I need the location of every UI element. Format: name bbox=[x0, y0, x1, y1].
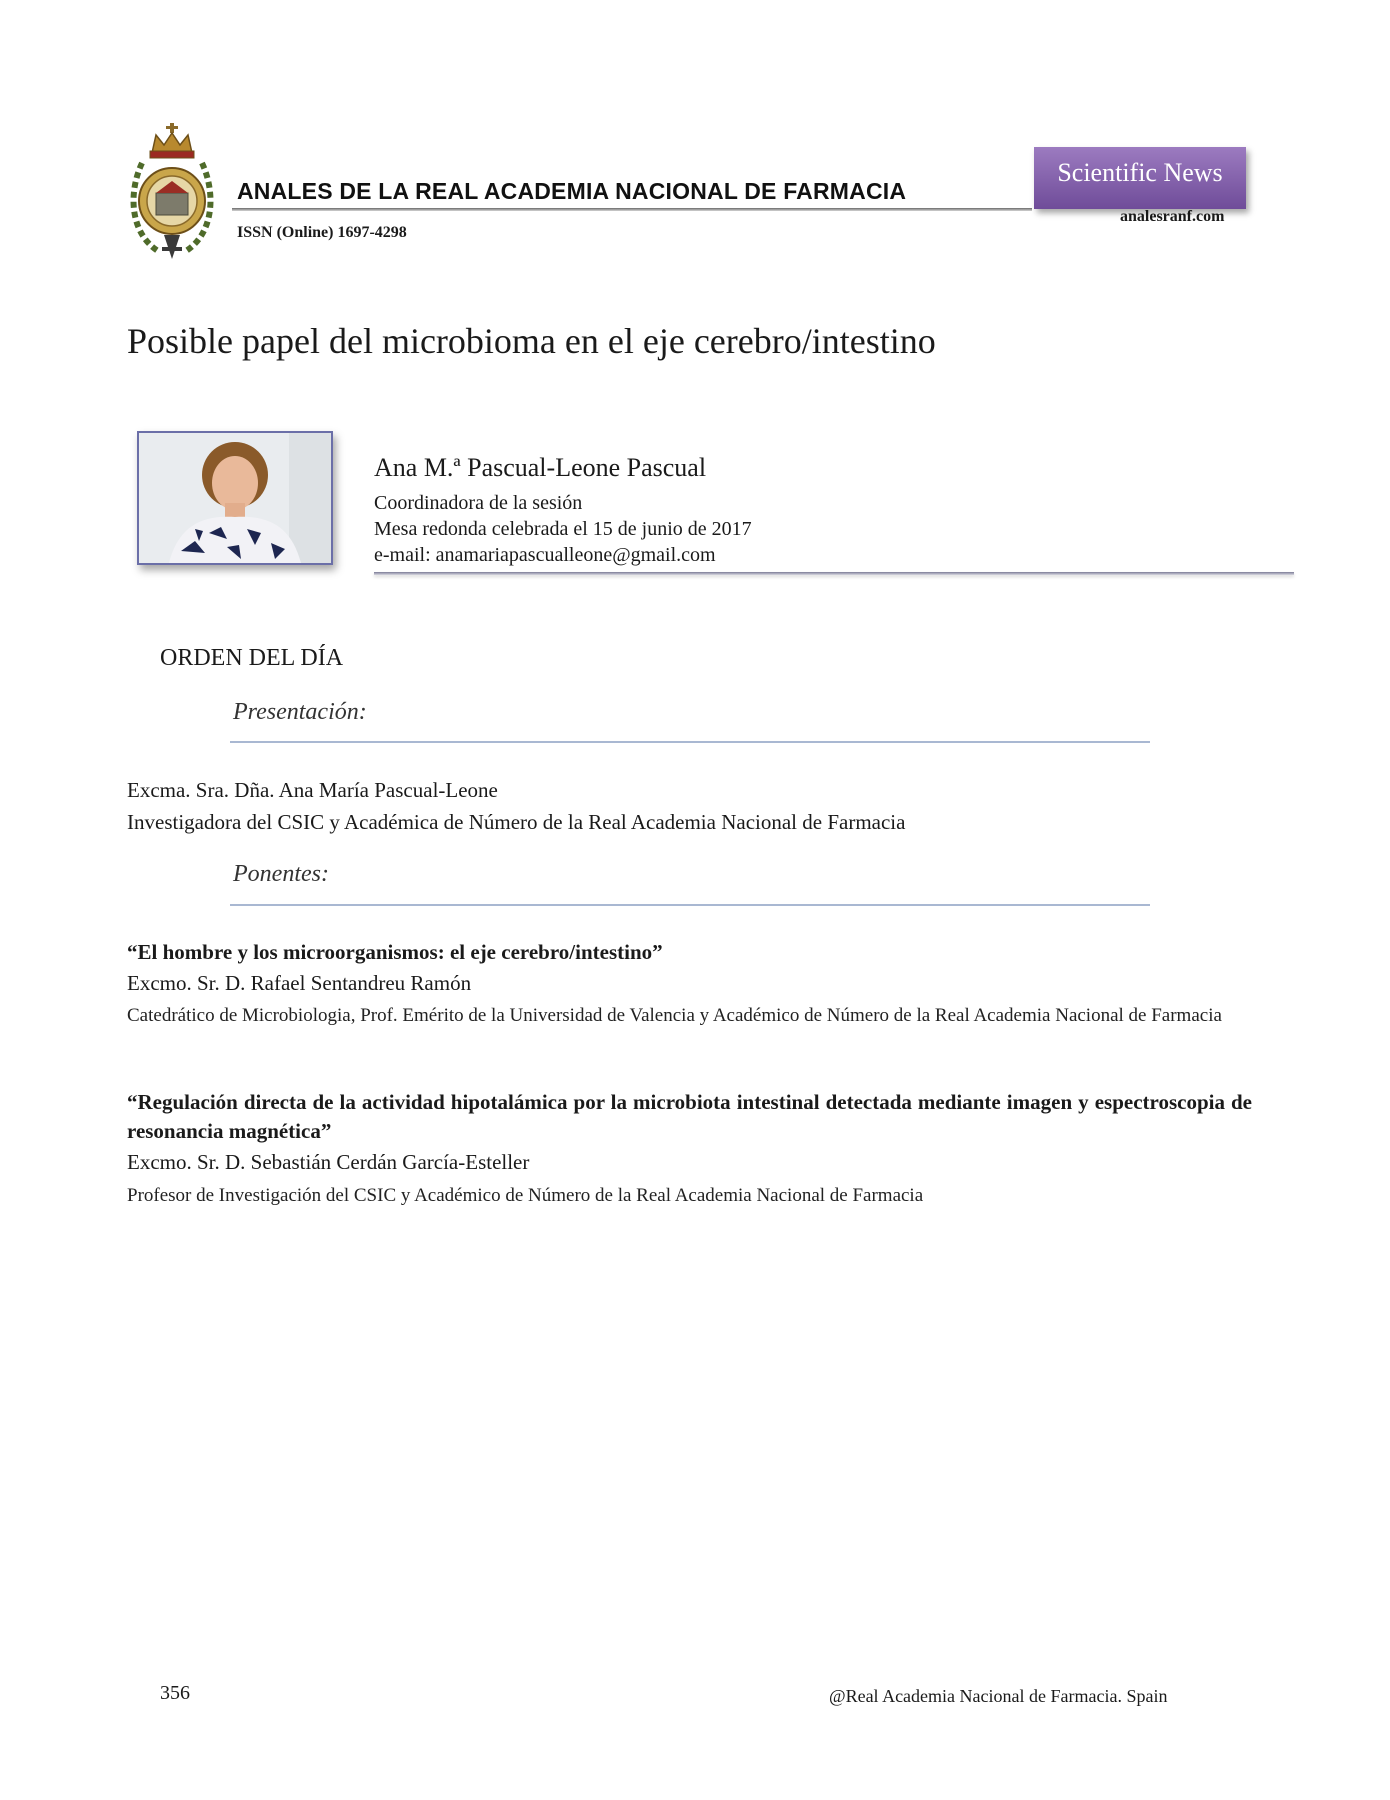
journal-title: ANALES DE LA REAL ACADEMIA NACIONAL DE FARMACIA bbox=[237, 178, 907, 204]
website-link[interactable]: analesranf.com bbox=[1120, 208, 1225, 225]
talk-title: “El hombre y los microorganismos: el eje cerebro/intestino” bbox=[127, 940, 663, 964]
presenter-name: Excma. Sra. Dña. Ana María Pascual-Leone bbox=[127, 778, 498, 802]
ponentes-label: Ponentes: bbox=[233, 861, 329, 887]
presentacion-divider bbox=[230, 741, 1150, 743]
header-divider bbox=[232, 208, 1032, 211]
author-divider bbox=[374, 572, 1294, 575]
author-email[interactable]: e-mail: anamariapascualleone@gmail.com bbox=[374, 544, 716, 566]
author-event: Mesa redonda celebrada el 15 de junio de 2017 bbox=[374, 518, 752, 540]
badge-label: Scientific News bbox=[1057, 158, 1223, 187]
agenda-heading: ORDEN DEL DÍA bbox=[160, 645, 344, 671]
talk-affiliation: Profesor de Investigación del CSIC y Académico de Número de la Real Academia Nacional de Farmacia bbox=[127, 1185, 924, 1206]
scientific-news-badge bbox=[1034, 147, 1246, 209]
author-photo bbox=[137, 431, 333, 565]
talk-speaker: Excmo. Sr. D. Rafael Sentandreu Ramón bbox=[127, 971, 472, 995]
ponentes-divider bbox=[230, 904, 1150, 906]
author-name: Ana M.ª Pascual-Leone Pascual bbox=[374, 453, 707, 482]
author-role: Coordinadora de la sesión bbox=[374, 492, 583, 514]
academy-crest-icon bbox=[128, 123, 216, 263]
footer-copyright: @Real Academia Nacional de Farmacia. Spain bbox=[829, 1686, 1168, 1706]
talk-title: “Regulación directa de la actividad hipotalámica por la microbiota intestinal detectada mediante imagen y espectroscopia de resonancia magnética” bbox=[127, 1090, 1252, 1143]
article-title: Posible papel del microbioma en el eje cerebro/intestino bbox=[127, 321, 936, 361]
talk-affiliation: Catedrático de Microbiologia, Prof. Emérito de la Universidad de Valencia y Académico de Número de la Real Academia Nacional de Farmacia bbox=[127, 1005, 1222, 1026]
issn: ISSN (Online) 1697-4298 bbox=[237, 224, 407, 241]
presenter-affiliation: Investigadora del CSIC y Académica de Número de la Real Academia Nacional de Farmacia bbox=[127, 810, 906, 834]
presentacion-label: Presentación: bbox=[233, 699, 367, 725]
talk-speaker: Excmo. Sr. D. Sebastián Cerdán García-Esteller bbox=[127, 1150, 530, 1174]
page-number: 356 bbox=[160, 1682, 190, 1704]
